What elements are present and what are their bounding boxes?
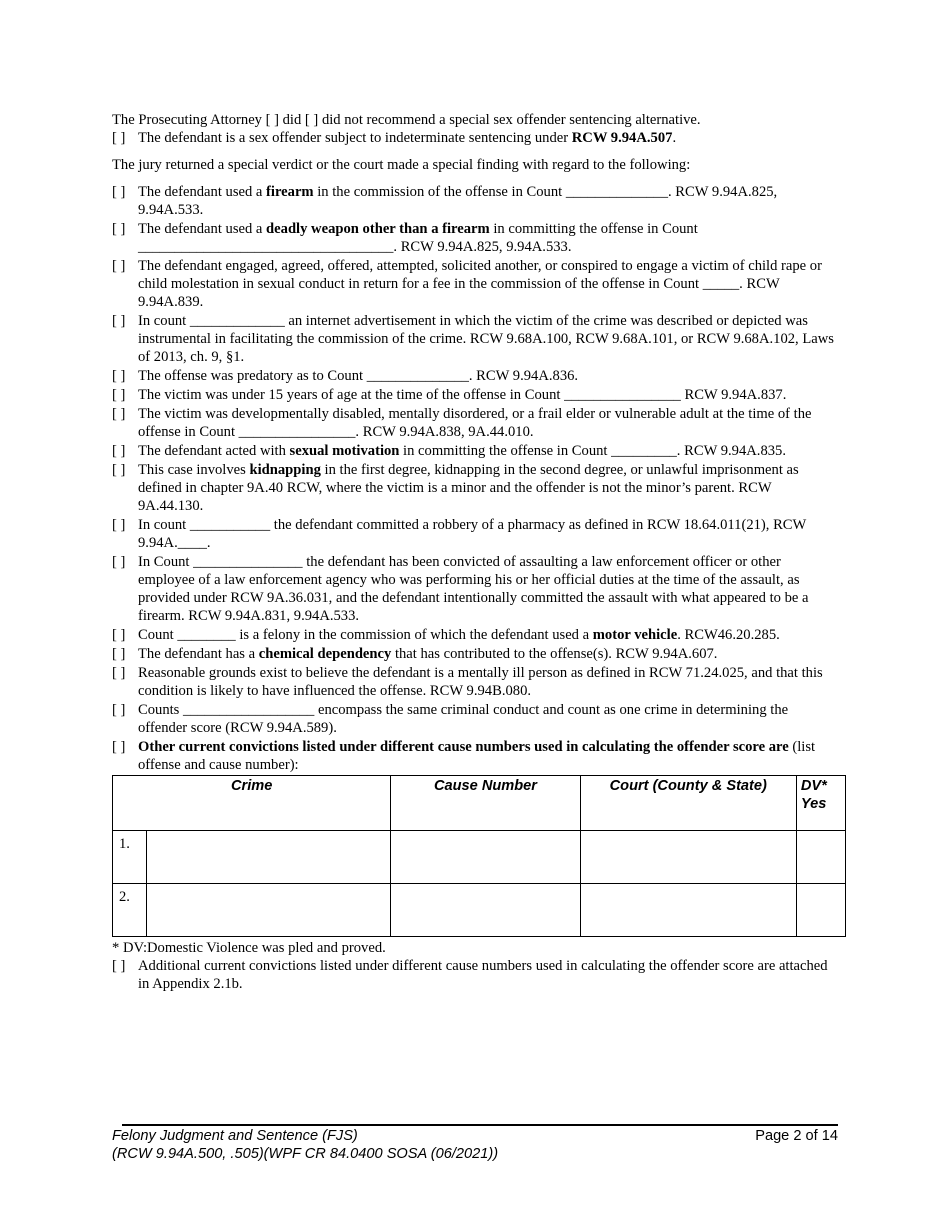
row-number: 1.: [113, 831, 147, 884]
cause-number-cell[interactable]: [391, 884, 580, 937]
checkbox[interactable]: [ ]: [112, 958, 126, 974]
finding-text: In Count _______________ the defendant has been convicted of assaulting a law enforcement officer or other employee of a law enforcement agency who was performing his or her official duties at the time of the assault, as provided under RCW 9A.36.031, and the defendant intentionally committed the assault with what appeared to be a firearm. RCW 9.94A.831, 9.94A.533.: [138, 554, 809, 624]
finding-item: [112, 738, 838, 774]
checkbox[interactable]: [ ]: [112, 554, 126, 570]
finding-item: [112, 553, 838, 625]
cause-number-cell[interactable]: [391, 831, 580, 884]
finding-text: The defendant has a chemical dependency that has contributed to the offense(s). RCW 9.94A.607.: [138, 646, 718, 662]
special-verdict-heading: The jury returned a special verdict or the court made a special finding with regard to the following:: [112, 157, 691, 173]
finding-text: This case involves kidnapping in the first degree, kidnapping in the second degree, or unlawful imprisonment as defined in chapter 9A.40 RCW, where the victim is a minor and the offender is not the minor’s parent. RCW 9A.44.130.: [138, 462, 799, 514]
finding-item: [112, 367, 838, 385]
finding-text: Counts __________________ encompass the same criminal conduct and count as one crime in determining the offender score (RCW 9.94A.589).: [138, 702, 789, 736]
checkbox[interactable]: [ ]: [112, 258, 126, 274]
table-row: [113, 831, 846, 884]
finding-item: [112, 461, 838, 515]
header-cause-number: Cause Number: [391, 776, 580, 831]
finding-text: In count _____________ an internet advertisement in which the victim of the crime was described or depicted was instrumental in facilitating the commission of the crime. RCW 9.68A.100, RCW 9.68A.101, or RCW 9.68A.102, Laws of 2013, ch. 9, §1.: [138, 313, 834, 365]
header-court: Court (County & State): [580, 776, 796, 831]
prosecutor-recommendation: The Prosecuting Attorney [ ] did [ ] did not recommend a special sex offender sentencing alternative.: [112, 112, 701, 128]
footer-divider: [122, 1124, 838, 1126]
finding-text: The offense was predatory as to Count ______________. RCW 9.94A.836.: [138, 368, 579, 384]
page-number: Page 2 of 14: [755, 1128, 838, 1144]
checkbox[interactable]: [ ]: [112, 462, 126, 478]
checkbox[interactable]: [ ]: [112, 517, 126, 533]
checkbox[interactable]: [ ]: [112, 739, 126, 755]
other-convictions-table: [112, 775, 846, 937]
finding-text: The defendant acted with sexual motivation in committing the offense in Count _________. RCW 9.94A.835.: [138, 443, 786, 459]
finding-text: The defendant used a firearm in the commission of the offense in Count ______________. RCW 9.94A.825, 9.94A.533.: [138, 184, 778, 218]
row-number: 2.: [113, 884, 147, 937]
finding-item: [112, 701, 838, 737]
dv-cell[interactable]: [796, 831, 845, 884]
finding-item: [112, 645, 838, 663]
findings-list: [112, 183, 838, 774]
checkbox[interactable]: [ ]: [112, 665, 126, 681]
finding-item: [112, 312, 838, 366]
header-crime: Crime: [113, 776, 391, 831]
checkbox[interactable]: [ ]: [112, 627, 126, 643]
finding-text: In count ___________ the defendant committed a robbery of a pharmacy as defined in RCW 18.64.011(21), RCW 9.94A.____.: [138, 517, 807, 551]
checkbox[interactable]: [ ]: [112, 130, 126, 146]
table-row: [113, 884, 846, 937]
finding-text: Reasonable grounds exist to believe the defendant is a mentally ill person as defined in RCW 71.24.025, and that this condition is likely to have influenced the offense. RCW 9.94B.080.: [138, 665, 823, 699]
dv-cell[interactable]: [796, 884, 845, 937]
additional-convictions-item: [ ] Additional current convictions listed under different cause numbers used in calculating the offender score are attached in Appendix 2.1b.: [112, 958, 828, 992]
checkbox[interactable]: [ ]: [112, 406, 126, 422]
checkbox[interactable]: [ ]: [112, 368, 126, 384]
form-citation: (RCW 9.94A.500, .505)(WPF CR 84.0400 SOSA (06/2021)): [112, 1146, 499, 1162]
dv-note: * DV:Domestic Violence was pled and proved.: [112, 940, 386, 956]
finding-item: [112, 183, 838, 219]
crime-cell[interactable]: [147, 884, 391, 937]
finding-item: [112, 257, 838, 311]
finding-text: The victim was under 15 years of age at the time of the offense in Count ________________ RCW 9.94A.837.: [138, 387, 787, 403]
page-footer: [112, 1127, 838, 1163]
finding-text: Count ________ is a felony in the commission of which the defendant used a motor vehicle. RCW46.20.285.: [138, 627, 780, 643]
checkbox[interactable]: [ ]: [112, 313, 126, 329]
finding-item: [112, 626, 838, 644]
checkbox[interactable]: [ ]: [112, 702, 126, 718]
finding-item: [112, 386, 838, 404]
court-cell[interactable]: [580, 884, 796, 937]
finding-text: The defendant engaged, agreed, offered, attempted, solicited another, or conspired to engage a victim of child rape or child molestation in sexual conduct in return for a fee in the commission of the offense in Count _____. RCW 9.94A.839.: [138, 258, 822, 310]
checkbox[interactable]: [ ]: [112, 443, 126, 459]
document-body: [112, 111, 838, 993]
indeterminate-sentencing-item: [ ] The defendant is a sex offender subject to indeterminate sentencing under RCW 9.94A.507.: [112, 130, 677, 146]
checkbox[interactable]: [ ]: [112, 646, 126, 662]
finding-item: [112, 664, 838, 700]
checkbox[interactable]: [ ]: [112, 184, 126, 200]
finding-text: The victim was developmentally disabled, mentally disordered, or a frail elder or vulnerable adult at the time of the offense in Count ________________. RCW 9.94A.838, 9A.44.010.: [138, 406, 812, 440]
crime-cell[interactable]: [147, 831, 391, 884]
form-title: Felony Judgment and Sentence (FJS): [112, 1128, 358, 1144]
checkbox[interactable]: [ ]: [112, 387, 126, 403]
header-dv-yes: DV* Yes: [796, 776, 845, 831]
checkbox[interactable]: [ ]: [112, 221, 126, 237]
finding-item: [112, 516, 838, 552]
court-cell[interactable]: [580, 831, 796, 884]
finding-item: [112, 220, 838, 256]
finding-text: Other current convictions listed under different cause numbers used in calculating the offender score are (list offense and cause number):: [138, 739, 816, 773]
finding-item: [112, 442, 838, 460]
finding-text: The defendant used a deadly weapon other than a firearm in committing the offense in Count ___________________________________. RCW 9.94A.825, 9.94A.533.: [138, 221, 698, 255]
finding-item: [112, 405, 838, 441]
